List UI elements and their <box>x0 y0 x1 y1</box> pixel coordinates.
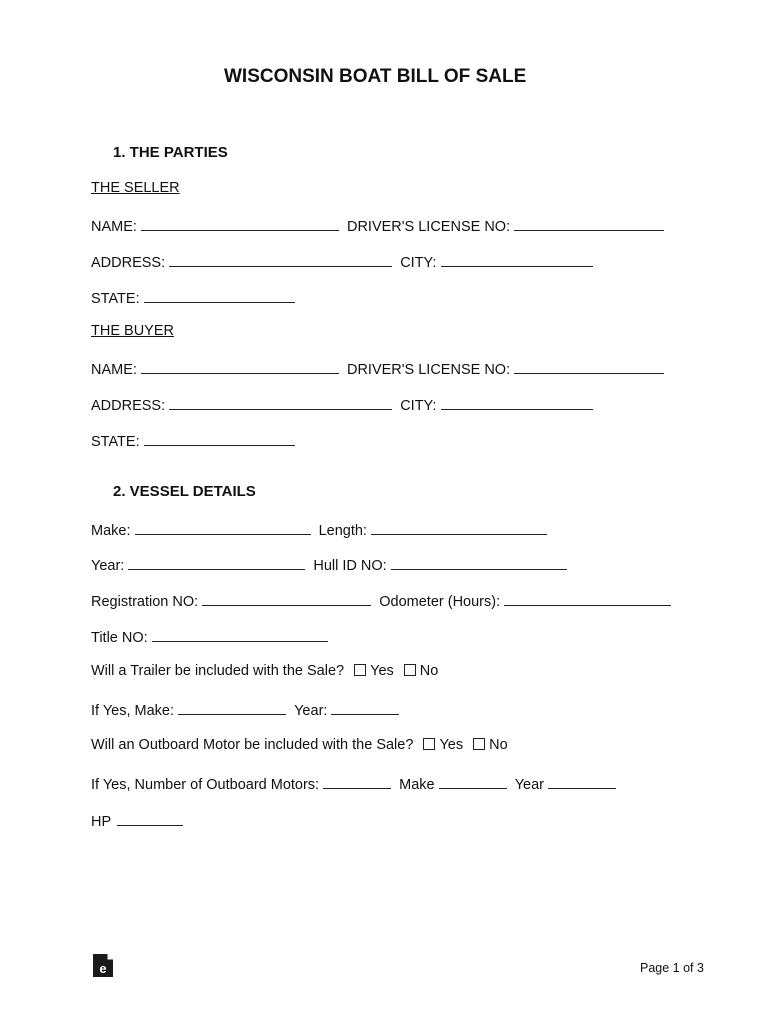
buyer-heading: THE BUYER <box>91 323 174 339</box>
motor-count-field[interactable] <box>323 774 391 789</box>
buyer-license-field[interactable] <box>514 359 664 374</box>
year-hull-row <box>91 555 567 574</box>
title-no-field[interactable] <box>152 627 328 642</box>
trailer-question-row <box>91 663 438 679</box>
registration-odometer-row <box>91 591 671 610</box>
trailer-no-checkbox[interactable] <box>404 664 416 676</box>
odometer-field[interactable] <box>504 591 671 606</box>
page-title: WISCONSIN BOAT BILL OF SALE <box>224 66 527 87</box>
motor-question: Will an Outboard Motor be included with the Sale? <box>91 737 414 753</box>
trailer-make-field[interactable] <box>178 700 286 715</box>
trailer-question: Will a Trailer be included with the Sale? <box>91 663 345 679</box>
length-label: Length: <box>318 523 367 539</box>
title-row <box>91 627 328 646</box>
seller-address-row <box>91 252 593 271</box>
motor-no-checkbox[interactable] <box>473 738 485 750</box>
length-field[interactable] <box>371 520 547 535</box>
seller-city-label: CITY: <box>400 255 437 271</box>
make-label: Make: <box>91 523 131 539</box>
make-length-row <box>91 520 547 539</box>
trailer-year-field[interactable] <box>331 700 399 715</box>
seller-name-field[interactable] <box>141 216 339 231</box>
motor-make-field[interactable] <box>439 774 507 789</box>
buyer-name-row <box>91 359 664 378</box>
buyer-state-row <box>91 431 295 450</box>
hp-field[interactable] <box>117 811 183 826</box>
buyer-address-label: ADDRESS: <box>91 398 166 414</box>
buyer-address-field[interactable] <box>169 395 392 410</box>
trailer-no-label: No <box>419 663 439 679</box>
hp-row <box>91 811 183 830</box>
trailer-yes-label: Yes <box>370 663 394 679</box>
buyer-city-field[interactable] <box>441 395 593 410</box>
section-parties-heading: 1. THE PARTIES <box>113 144 228 161</box>
motor-make-label: Make <box>399 777 435 793</box>
svg-text:e: e <box>99 961 107 976</box>
section-vessel-heading: 2. VESSEL DETAILS <box>113 483 256 500</box>
registration-label: Registration NO: <box>91 594 199 610</box>
etemplates-logo-icon <box>93 954 113 977</box>
seller-address-field[interactable] <box>169 252 392 267</box>
seller-state-field[interactable] <box>144 288 295 303</box>
seller-state-label: STATE: <box>91 291 140 307</box>
buyer-city-label: CITY: <box>400 398 437 414</box>
buyer-name-label: NAME: <box>91 362 137 378</box>
registration-field[interactable] <box>202 591 371 606</box>
hull-id-field[interactable] <box>391 555 567 570</box>
motor-details-row <box>91 774 616 793</box>
year-field[interactable] <box>128 555 305 570</box>
seller-heading: THE SELLER <box>91 180 180 196</box>
hull-id-label: Hull ID NO: <box>313 558 387 574</box>
buyer-state-field[interactable] <box>144 431 295 446</box>
seller-license-label: DRIVER'S LICENSE NO: <box>346 219 511 235</box>
seller-state-row <box>91 288 295 307</box>
motor-year-field[interactable] <box>548 774 616 789</box>
motor-year-label: Year <box>514 777 544 793</box>
page-number: Page 1 of 3 <box>640 961 704 975</box>
motor-yes-checkbox[interactable] <box>423 738 435 750</box>
seller-name-row <box>91 216 664 235</box>
motor-count-label: If Yes, Number of Outboard Motors: <box>91 777 320 793</box>
motor-question-row <box>91 737 508 753</box>
trailer-year-label: Year: <box>294 703 328 719</box>
motor-no-label: No <box>489 737 508 753</box>
buyer-state-label: STATE: <box>91 434 140 450</box>
buyer-name-field[interactable] <box>141 359 339 374</box>
trailer-make-label: If Yes, Make: <box>91 703 175 719</box>
trailer-details-row <box>91 700 399 719</box>
odometer-label: Odometer (Hours): <box>379 594 501 610</box>
title-no-label: Title NO: <box>91 630 148 646</box>
year-label: Year: <box>91 558 125 574</box>
trailer-yes-checkbox[interactable] <box>354 664 366 676</box>
hp-label: HP <box>91 814 111 830</box>
buyer-address-row <box>91 395 593 414</box>
buyer-license-label: DRIVER'S LICENSE NO: <box>346 362 511 378</box>
make-field[interactable] <box>135 520 311 535</box>
motor-yes-label: Yes <box>439 737 464 753</box>
seller-city-field[interactable] <box>441 252 593 267</box>
seller-address-label: ADDRESS: <box>91 255 166 271</box>
seller-license-field[interactable] <box>514 216 664 231</box>
seller-name-label: NAME: <box>91 219 137 235</box>
